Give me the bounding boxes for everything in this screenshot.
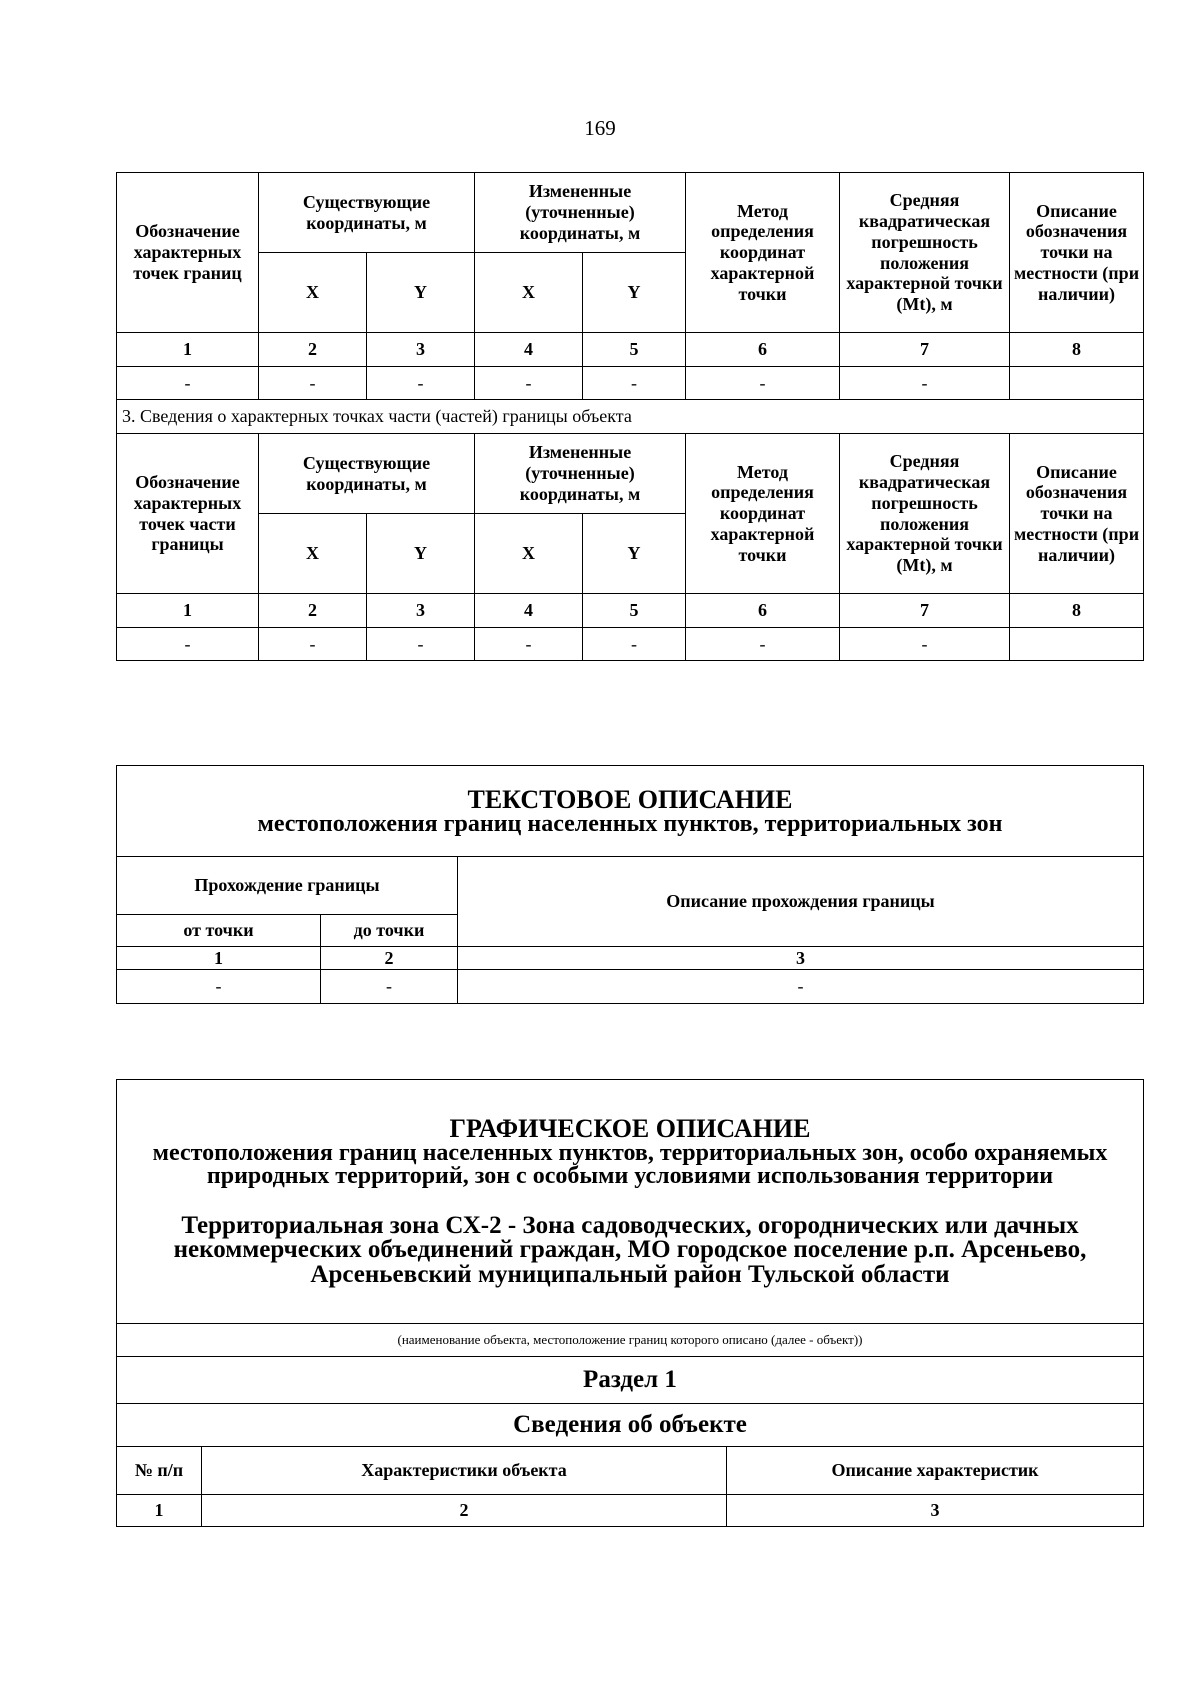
header-row-number: № п/п bbox=[117, 1447, 202, 1495]
table-cell: - bbox=[840, 628, 1010, 661]
header-x-changed: X bbox=[475, 253, 583, 333]
column-number: 7 bbox=[840, 594, 1010, 628]
table-cell: - bbox=[583, 628, 686, 661]
text-description-header bbox=[117, 766, 1144, 857]
header-designation-part: Обозначение характерных точек части границы bbox=[117, 434, 259, 594]
page-number: 169 bbox=[584, 116, 616, 140]
table-cell: - bbox=[117, 367, 259, 400]
table-cell: - bbox=[583, 367, 686, 400]
column-number: 3 bbox=[458, 947, 1144, 970]
header-y-changed: Y bbox=[583, 514, 686, 594]
header-to-point: до точки bbox=[321, 915, 458, 947]
header-description: Описание обозначения точки на местности (при наличии) bbox=[1010, 173, 1144, 333]
column-number: 7 bbox=[840, 333, 1010, 367]
table-row bbox=[117, 970, 1144, 1004]
column-number: 5 bbox=[583, 594, 686, 628]
object-caption: (наименование объекта, местоположение границ которого описано (далее - объект)) bbox=[117, 1324, 1144, 1357]
table-cell bbox=[1010, 628, 1144, 661]
table-cell: - bbox=[686, 367, 840, 400]
graphic-description-title: ГРАФИЧЕСКОЕ ОПИСАНИЕ bbox=[449, 1113, 811, 1143]
column-number: 1 bbox=[117, 594, 259, 628]
table-row bbox=[117, 367, 1144, 400]
section-title: Сведения об объекте bbox=[117, 1404, 1144, 1447]
text-description-subtitle: местоположения границ населенных пунктов, территориальных зон bbox=[257, 810, 1003, 837]
header-x-existing: X bbox=[259, 514, 367, 594]
header-passage-description: Описание прохождения границы bbox=[458, 857, 1144, 947]
header-method: Метод определения координат характерной точки bbox=[686, 173, 840, 333]
table-cell: - bbox=[367, 628, 475, 661]
header-changed-coords: Измененные (уточненные) координаты, м bbox=[475, 434, 686, 514]
column-number: 1 bbox=[117, 1495, 202, 1527]
header-characteristics-description: Описание характеристик bbox=[727, 1447, 1144, 1495]
header-existing-coords: Существующие координаты, м bbox=[259, 434, 475, 514]
table-cell: - bbox=[117, 628, 259, 661]
column-number: 4 bbox=[475, 594, 583, 628]
table-row bbox=[117, 628, 1144, 661]
header-description: Описание обозначения точки на местности (при наличии) bbox=[1010, 434, 1144, 594]
column-number: 8 bbox=[1010, 333, 1144, 367]
header-changed-coords: Измененные (уточненные) координаты, м bbox=[475, 173, 686, 253]
header-method: Метод определения координат характерной точки bbox=[686, 434, 840, 594]
header-error: Средняя квадратическая погрешность положения характерной точки (Mt), м bbox=[840, 434, 1010, 594]
table-cell: - bbox=[475, 367, 583, 400]
column-number: 1 bbox=[117, 333, 259, 367]
column-number: 2 bbox=[259, 594, 367, 628]
column-number: 3 bbox=[367, 333, 475, 367]
table-cell: - bbox=[458, 970, 1144, 1004]
header-y-existing: Y bbox=[367, 514, 475, 594]
column-number: 6 bbox=[686, 594, 840, 628]
table-cell: - bbox=[686, 628, 840, 661]
table-cell: - bbox=[840, 367, 1010, 400]
table-cell: - bbox=[117, 970, 321, 1004]
section-heading: Раздел 1 bbox=[117, 1357, 1144, 1404]
graphic-description-table bbox=[116, 1079, 1144, 1527]
table-cell: - bbox=[475, 628, 583, 661]
header-y-existing: Y bbox=[367, 253, 475, 333]
header-existing-coords: Существующие координаты, м bbox=[259, 173, 475, 253]
column-number: 3 bbox=[367, 594, 475, 628]
table-cell: - bbox=[259, 367, 367, 400]
section-3-title: 3. Сведения о характерных точках части (частей) границы объекта bbox=[117, 400, 1144, 434]
header-x-changed: X bbox=[475, 514, 583, 594]
graphic-description-subtitle: местоположения границ населенных пунктов, территориальных зон, особо охраняемых природных территорий, зон с особыми условиями использования территории bbox=[152, 1139, 1108, 1189]
column-number: 6 bbox=[686, 333, 840, 367]
column-number: 5 bbox=[583, 333, 686, 367]
header-from-point: от точки bbox=[117, 915, 321, 947]
column-number: 2 bbox=[259, 333, 367, 367]
object-name: Территориальная зона СХ-2 - Зона садоводческих, огороднических или дачных некоммерческих объединений граждан, МО городское поселение р.п. Арсеньево, Арсеньевский муниципальный район Тульской области bbox=[173, 1211, 1087, 1288]
column-number: 3 bbox=[727, 1495, 1144, 1527]
header-characteristics: Характеристики объекта bbox=[202, 1447, 727, 1495]
text-description-title: ТЕКСТОВОЕ ОПИСАНИЕ bbox=[467, 784, 793, 814]
header-error: Средняя квадратическая погрешность положения характерной точки (Mt), м bbox=[840, 173, 1010, 333]
column-number: 4 bbox=[475, 333, 583, 367]
text-description-table bbox=[116, 765, 1144, 1004]
header-designation: Обозначение характерных точек границ bbox=[117, 173, 259, 333]
column-number: 2 bbox=[202, 1495, 727, 1527]
coordinates-table bbox=[116, 172, 1144, 661]
column-number: 2 bbox=[321, 947, 458, 970]
column-number: 1 bbox=[117, 947, 321, 970]
header-y-changed: Y bbox=[583, 253, 686, 333]
graphic-description-header bbox=[117, 1080, 1144, 1324]
table-cell: - bbox=[367, 367, 475, 400]
table-cell bbox=[1010, 367, 1144, 400]
column-number: 8 bbox=[1010, 594, 1144, 628]
header-x-existing: X bbox=[259, 253, 367, 333]
table-cell: - bbox=[259, 628, 367, 661]
table-cell: - bbox=[321, 970, 458, 1004]
header-boundary-passage: Прохождение границы bbox=[117, 857, 458, 915]
